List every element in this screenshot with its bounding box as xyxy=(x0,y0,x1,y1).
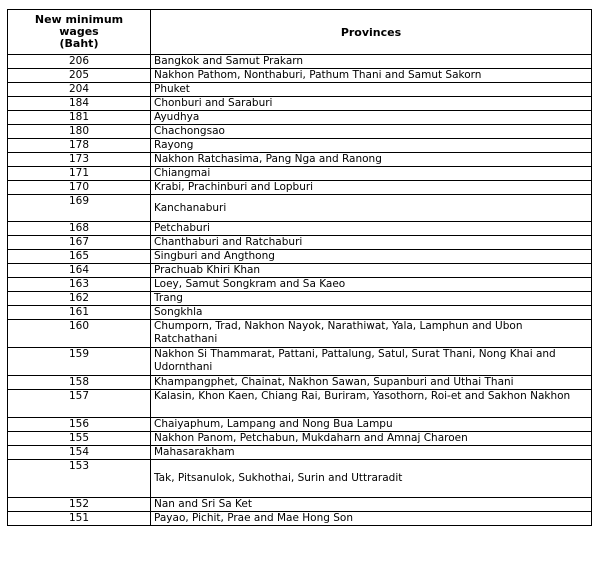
wage-cell: 153 xyxy=(8,460,151,498)
wage-cell: 165 xyxy=(8,250,151,264)
table-row xyxy=(8,264,592,278)
provinces-cell: Songkhla xyxy=(151,306,592,320)
wage-cell: 168 xyxy=(8,222,151,236)
table-row xyxy=(8,222,592,236)
provinces-cell: Chumporn, Trad, Nakhon Nayok, Narathiwat, Yala, Lamphun and Ubon Ratchathani xyxy=(151,320,592,348)
table-row xyxy=(8,181,592,195)
provinces-cell: Petchaburi xyxy=(151,222,592,236)
provinces-cell: Kanchanaburi xyxy=(151,195,592,222)
wage-cell: 157 xyxy=(8,390,151,418)
wage-cell: 169 xyxy=(8,195,151,222)
wage-cell: 206 xyxy=(8,55,151,69)
table-row xyxy=(8,320,592,348)
provinces-cell: Rayong xyxy=(151,139,592,153)
table-header-row xyxy=(8,10,592,55)
wage-cell: 173 xyxy=(8,153,151,167)
table-row xyxy=(8,306,592,320)
table-row xyxy=(8,195,592,222)
wage-cell: 161 xyxy=(8,306,151,320)
provinces-cell: Nakhon Panom, Petchabun, Mukdaharn and Amnaj Charoen xyxy=(151,432,592,446)
provinces-cell: Kalasin, Khon Kaen, Chiang Rai, Buriram, Yasothorn, Roi-et and Sakhon Nakhon xyxy=(151,390,592,418)
wage-header-line: (Baht) xyxy=(59,37,99,50)
table-row xyxy=(8,250,592,264)
provinces-cell: Bangkok and Samut Prakarn xyxy=(151,55,592,69)
provinces-cell: Nan and Sri Sa Ket xyxy=(151,498,592,512)
wage-cell: 204 xyxy=(8,83,151,97)
table-row xyxy=(8,432,592,446)
provinces-cell: Chiangmai xyxy=(151,167,592,181)
provinces-cell: Krabi, Prachinburi and Lopburi xyxy=(151,181,592,195)
wage-cell: 181 xyxy=(8,111,151,125)
table-row xyxy=(8,512,592,526)
provinces-cell: Mahasarakham xyxy=(151,446,592,460)
wage-cell: 155 xyxy=(8,432,151,446)
table-row xyxy=(8,55,592,69)
table-row xyxy=(8,125,592,139)
table-row xyxy=(8,83,592,97)
table-row xyxy=(8,390,592,418)
provinces-cell: Prachuab Khiri Khan xyxy=(151,264,592,278)
wage-column-header xyxy=(8,10,151,55)
provinces-cell: Ayudhya xyxy=(151,111,592,125)
provinces-cell: Chaiyaphum, Lampang and Nong Bua Lampu xyxy=(151,418,592,432)
wage-cell: 178 xyxy=(8,139,151,153)
table-row xyxy=(8,139,592,153)
provinces-cell: Nakhon Ratchasima, Pang Nga and Ranong xyxy=(151,153,592,167)
wage-header-line: New minimum xyxy=(34,13,124,26)
wage-cell: 159 xyxy=(8,348,151,376)
wage-cell: 184 xyxy=(8,97,151,111)
wage-cell: 167 xyxy=(8,236,151,250)
table-row xyxy=(8,376,592,390)
provinces-cell: Khampangphet, Chainat, Nakhon Sawan, Supanburi and Uthai Thani xyxy=(151,376,592,390)
table-row xyxy=(8,418,592,432)
provinces-cell: Loey, Samut Songkram and Sa Kaeo xyxy=(151,278,592,292)
wage-cell: 205 xyxy=(8,69,151,83)
table-row xyxy=(8,292,592,306)
wage-cell: 180 xyxy=(8,125,151,139)
provinces-cell: Payao, Pichit, Prae and Mae Hong Son xyxy=(151,512,592,526)
wage-cell: 154 xyxy=(8,446,151,460)
provinces-cell: Chonburi and Saraburi xyxy=(151,97,592,111)
wage-cell: 164 xyxy=(8,264,151,278)
provinces-column-header: Provinces xyxy=(151,10,592,55)
table-row xyxy=(8,460,592,498)
provinces-cell: Phuket xyxy=(151,83,592,97)
table-row xyxy=(8,111,592,125)
wage-cell: 170 xyxy=(8,181,151,195)
provinces-cell: Nakhon Si Thammarat, Pattani, Pattalung, Satul, Surat Thani, Nong Khai and Udornthani xyxy=(151,348,592,376)
table-row xyxy=(8,236,592,250)
provinces-cell: Trang xyxy=(151,292,592,306)
table-row xyxy=(8,69,592,83)
wage-cell: 152 xyxy=(8,498,151,512)
wage-cell: 160 xyxy=(8,320,151,348)
table-row xyxy=(8,348,592,376)
wage-cell: 162 xyxy=(8,292,151,306)
minimum-wage-table xyxy=(7,9,592,526)
provinces-cell: Chachongsao xyxy=(151,125,592,139)
provinces-cell: Tak, Pitsanulok, Sukhothai, Surin and Uttraradit xyxy=(151,460,592,498)
table-row xyxy=(8,498,592,512)
provinces-cell: Nakhon Pathom, Nonthaburi, Pathum Thani and Samut Sakorn xyxy=(151,69,592,83)
wage-header-line: wages xyxy=(59,25,99,38)
provinces-cell: Singburi and Angthong xyxy=(151,250,592,264)
table-row xyxy=(8,153,592,167)
document-area xyxy=(7,9,591,526)
wage-cell: 156 xyxy=(8,418,151,432)
table-row xyxy=(8,446,592,460)
table-body xyxy=(8,55,592,526)
wage-cell: 151 xyxy=(8,512,151,526)
wage-cell: 158 xyxy=(8,376,151,390)
table-row xyxy=(8,167,592,181)
table-row xyxy=(8,97,592,111)
provinces-cell: Chanthaburi and Ratchaburi xyxy=(151,236,592,250)
wage-cell: 171 xyxy=(8,167,151,181)
wage-cell: 163 xyxy=(8,278,151,292)
table-row xyxy=(8,278,592,292)
